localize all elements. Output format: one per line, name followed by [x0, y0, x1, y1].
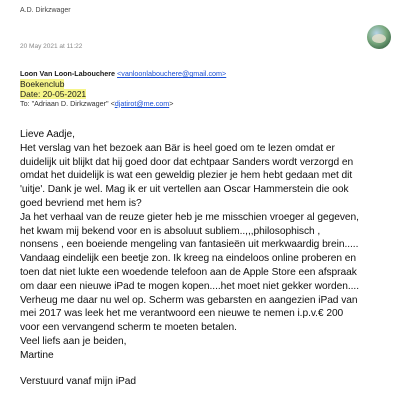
date-highlight: Date: 20-05-2021: [20, 88, 87, 99]
body-line: Lieve Aadje,: [20, 129, 75, 140]
sent-date: 20 May 2021 at 11:22: [20, 43, 83, 50]
subject-highlight: Boekenclub: [20, 78, 65, 89]
from-email-link[interactable]: <vanloonlabouchere@gmail.com>: [117, 69, 227, 78]
body-line: Vandaag eindelijk een beetje zon. Ik kreeg na eindeloos online proberen en: [20, 253, 356, 265]
body-line: toen dat niet lukte een woedende telefoon aan de Apple Store een afspraak: [20, 266, 357, 278]
avatar[interactable]: [367, 25, 391, 49]
forwarded-header: [20, 69, 390, 108]
forwarded-to: [20, 99, 390, 109]
body-line: Martine: [20, 349, 54, 361]
to-prefix: To: "Adriaan D. Dirkzwager" <: [20, 98, 115, 108]
to-suffix: >: [169, 98, 174, 108]
forwarded-from: [20, 69, 390, 79]
signature: Verstuurd vanaf mijn iPad: [20, 376, 137, 387]
body-line: 'uitje'. Dank je wel. Mag ik er uit vertellen aan Oscar Hammerstein die ook: [20, 184, 349, 196]
body-line: duidelijk uit blijkt dat hij goed door dat echtpaar Sanders wordt verzorgd en: [20, 156, 354, 168]
body-line: nonsens , een boeiende mengeling van fantasieën uit merkwaardig brein.....: [20, 239, 359, 251]
body-line: het kwam mij bekend voor en is absoluut subliem..,,,philosophisch ,: [20, 225, 321, 237]
body-line: voor een vervangend scherm te moeten betalen.: [20, 322, 237, 334]
forwarded-date: [20, 89, 390, 99]
message-header: [0, 0, 400, 56]
from-name: Loon Van Loon-Labouchere: [20, 69, 116, 78]
message-body: [20, 128, 398, 363]
body-line: Veel liefs aan je beiden,: [20, 335, 127, 347]
to-email-link[interactable]: djatirot@me.com: [114, 98, 170, 108]
forwarded-subject: [20, 79, 390, 89]
body-line: Het verslag van het bezoek aan Bär is heel goed om te lezen omdat er: [20, 142, 335, 154]
body-line: omdat het duidelijk is wat een geweldig plezier je hem hebt gedaan met dit: [20, 170, 353, 182]
body-line: om daar een nieuwe iPad te mogen kopen....het moet niet gekker worden....: [20, 280, 359, 292]
body-line: goed bevriend met hem is?: [20, 197, 142, 209]
body-line: Verheug me daar nu wel op. Scherm was gebarsten en aangezien iPad van: [20, 294, 358, 306]
sender-name[interactable]: A.D. Dirkzwager: [20, 7, 71, 14]
body-line: mei 2017 was leek het me verantwoord een nieuwe te nemen i.p.v.€ 200: [20, 308, 344, 320]
body-line: Ja het verhaal van de reuze gieter heb je me misschien vroeger al gegeven,: [20, 211, 359, 223]
